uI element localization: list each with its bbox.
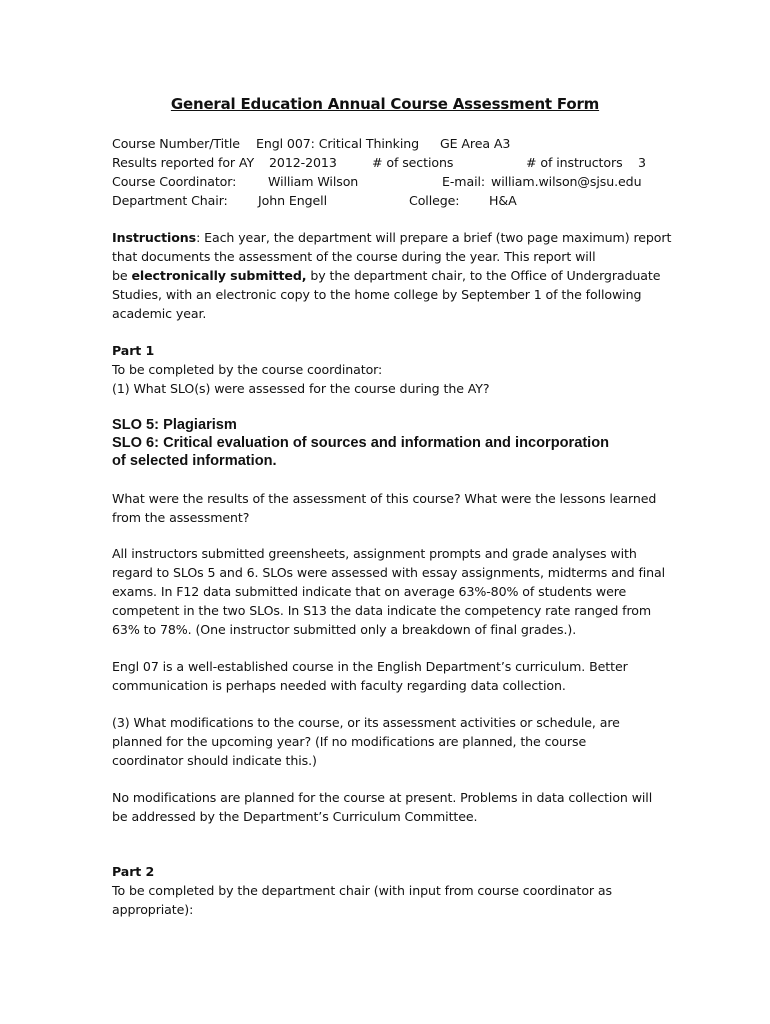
results-label: Results reported for AY	[112, 155, 255, 170]
form-title: General Education Annual Course Assessment Form	[170, 95, 600, 113]
answer3-line-1: No modifications are planned for the course at present. Problems in data collection will	[112, 790, 653, 805]
sections-label: # of sections	[372, 155, 454, 170]
part2-heading: Part 2	[112, 864, 155, 879]
answer2b-line-1: Engl 07 is a well-established course in the English Department’s curriculum. Better	[112, 659, 628, 674]
email-value: william.wilson@sjsu.edu	[491, 174, 642, 189]
chair-label: Department Chair:	[112, 193, 228, 208]
instructions-text: be	[112, 268, 132, 283]
ge-area: GE Area A3	[440, 136, 511, 151]
question3-line-3: coordinator should indicate this.)	[112, 753, 317, 768]
part1-line-2: (1) What SLO(s) were assessed for the course during the AY?	[112, 381, 490, 396]
instructions-line-4: Studies, with an electronic copy to the home college by September 1 of the following	[112, 287, 642, 302]
part2-line-2: appropriate):	[112, 902, 194, 917]
email-label: E-mail:	[442, 174, 486, 189]
college-value: H&A	[489, 193, 517, 208]
slo-6: SLO 6: Critical evaluation of sources and information and incorporation	[112, 435, 610, 451]
results-value: 2012-2013	[269, 155, 337, 170]
instructions-line-5: academic year.	[112, 306, 207, 321]
question2-line-2: from the assessment?	[112, 510, 250, 525]
instructors-label: # of instructors	[526, 155, 623, 170]
instructions-line-3	[112, 266, 660, 285]
instructions-line-2: that documents the assessment of the course during the year. This report will	[112, 249, 596, 264]
answer3-line-2: be addressed by the Department’s Curriculum Committee.	[112, 809, 478, 824]
answer2a-line-5: 63% to 78%. (One instructor submitted only a breakdown of final grades.).	[112, 622, 577, 637]
course-label: Course Number/Title	[112, 136, 240, 151]
answer2a-line-1: All instructors submitted greensheets, assignment prompts and grade analyses with	[112, 546, 637, 561]
answer2a-line-3: exams. In F12 data submitted indicate that on average 63%-80% of students were	[112, 584, 627, 599]
answer2a-line-2: regard to SLOs 5 and 6. SLOs were assessed with essay assignments, midterms and final	[112, 565, 666, 580]
part1-line-1: To be completed by the course coordinator:	[112, 362, 383, 377]
chair-value: John Engell	[258, 193, 327, 208]
coordinator-label: Course Coordinator:	[112, 174, 237, 189]
slo-6-continued: of selected information.	[112, 453, 277, 469]
instructions-label: Instructions	[112, 230, 197, 245]
instructors-value: 3	[638, 155, 646, 170]
question3-line-1: (3) What modifications to the course, or its assessment activities or schedule, are	[112, 715, 620, 730]
instructions-text: : Each year, the department will prepare a brief (two page maximum) report	[196, 230, 672, 245]
instructions-text: by the department chair, to the Office of Undergraduate	[306, 268, 661, 283]
answer2b-line-2: communication is perhaps needed with faculty regarding data collection.	[112, 678, 566, 693]
answer2a-line-4: competent in the two SLOs. In S13 the data indicate the competency rate ranged from	[112, 603, 652, 618]
college-label: College:	[409, 193, 460, 208]
part2-line-1: To be completed by the department chair (with input from course coordinator as	[112, 883, 612, 898]
coordinator-value: William Wilson	[268, 174, 359, 189]
slo-5: SLO 5: Plagiarism	[112, 417, 237, 433]
instructions-line-1	[112, 228, 671, 247]
course-value: Engl 007: Critical Thinking	[256, 136, 419, 151]
instructions-emphasis: electronically submitted,	[131, 268, 307, 283]
question2-line-1: What were the results of the assessment of this course? What were the lessons learned	[112, 491, 657, 506]
part1-heading: Part 1	[112, 343, 155, 358]
question3-line-2: planned for the upcoming year? (If no modifications are planned, the course	[112, 734, 587, 749]
